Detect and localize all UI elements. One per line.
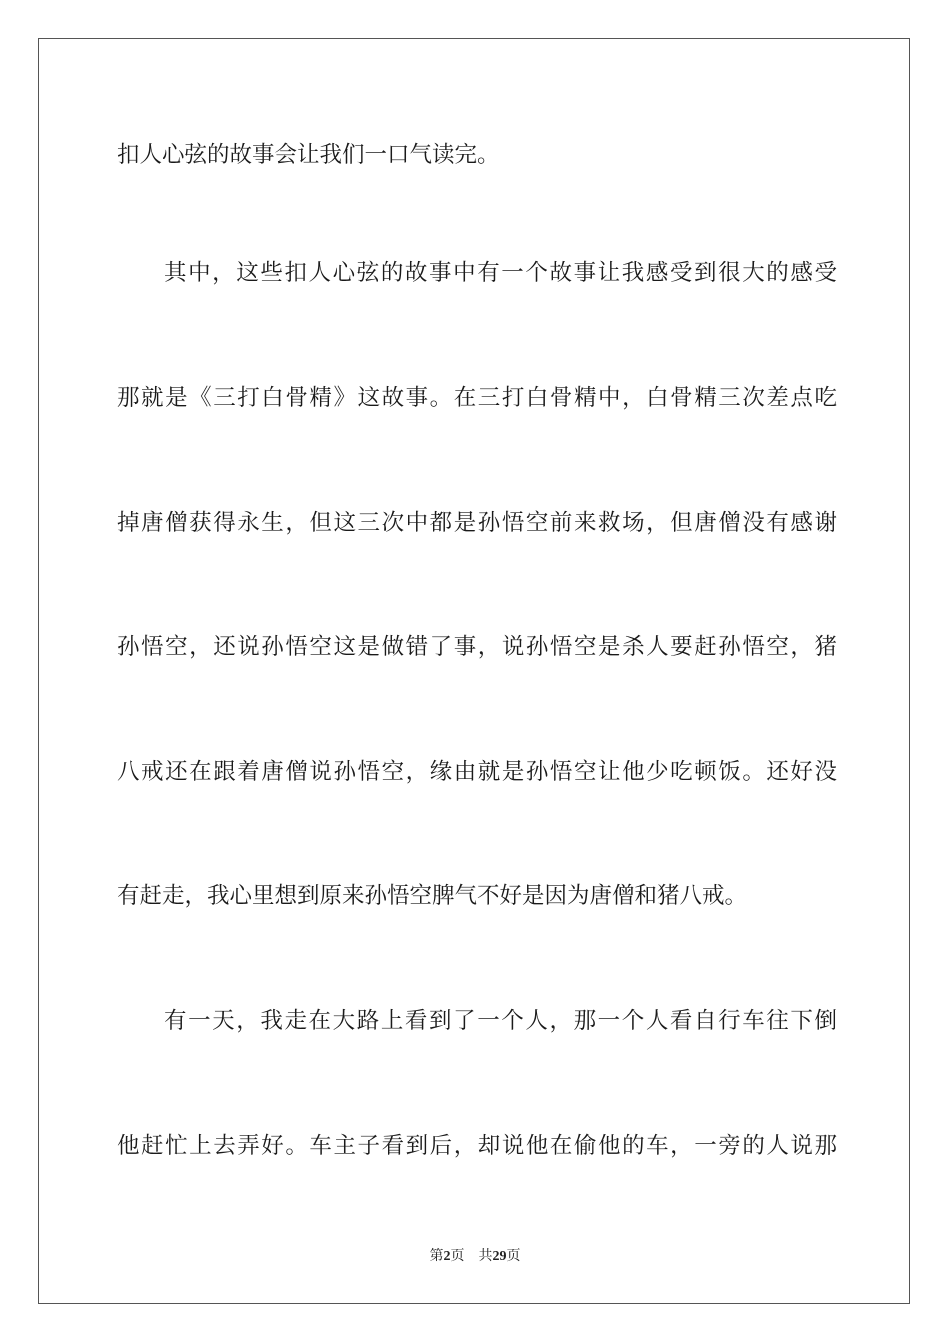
page-border	[38, 38, 910, 1304]
text-line-1: 扣人心弦的故事会让我们一口气读完。	[117, 142, 500, 168]
total-suffix: 页	[506, 1248, 521, 1264]
page-footer	[0, 1247, 950, 1266]
text-line-8: 有一天，我走在大路上看到了一个人，那一个人看自行车往下倒	[164, 1008, 837, 1034]
text-line-9: 他赶忙上去弄好。车主子看到后，却说他在偷他的车，一旁的人说那	[117, 1133, 837, 1159]
page-suffix: 页	[450, 1248, 465, 1264]
text-line-5: 孙悟空，还说孙悟空这是做错了事，说孙悟空是杀人要赶孙悟空，猪	[117, 634, 837, 660]
text-line-6: 八戒还在跟着唐僧说孙悟空，缘由就是孙悟空让他少吃顿饭。还好没	[117, 759, 837, 785]
text-line-2: 其中，这些扣人心弦的故事中有一个故事让我感受到很大的感受	[164, 260, 837, 286]
total-pages: 29	[492, 1249, 507, 1264]
text-line-3: 那就是《三打白骨精》这故事。在三打白骨精中，白骨精三次差点吃	[117, 385, 837, 411]
page-prefix: 第	[429, 1248, 444, 1264]
total-prefix: 共	[478, 1248, 493, 1264]
text-line-4: 掉唐僧获得永生，但这三次中都是孙悟空前来救场，但唐僧没有感谢	[117, 510, 837, 536]
text-line-7: 有赶走，我心里想到原来孙悟空脾气不好是因为唐僧和猪八戒。	[117, 883, 748, 909]
page-number: 2	[443, 1249, 451, 1264]
